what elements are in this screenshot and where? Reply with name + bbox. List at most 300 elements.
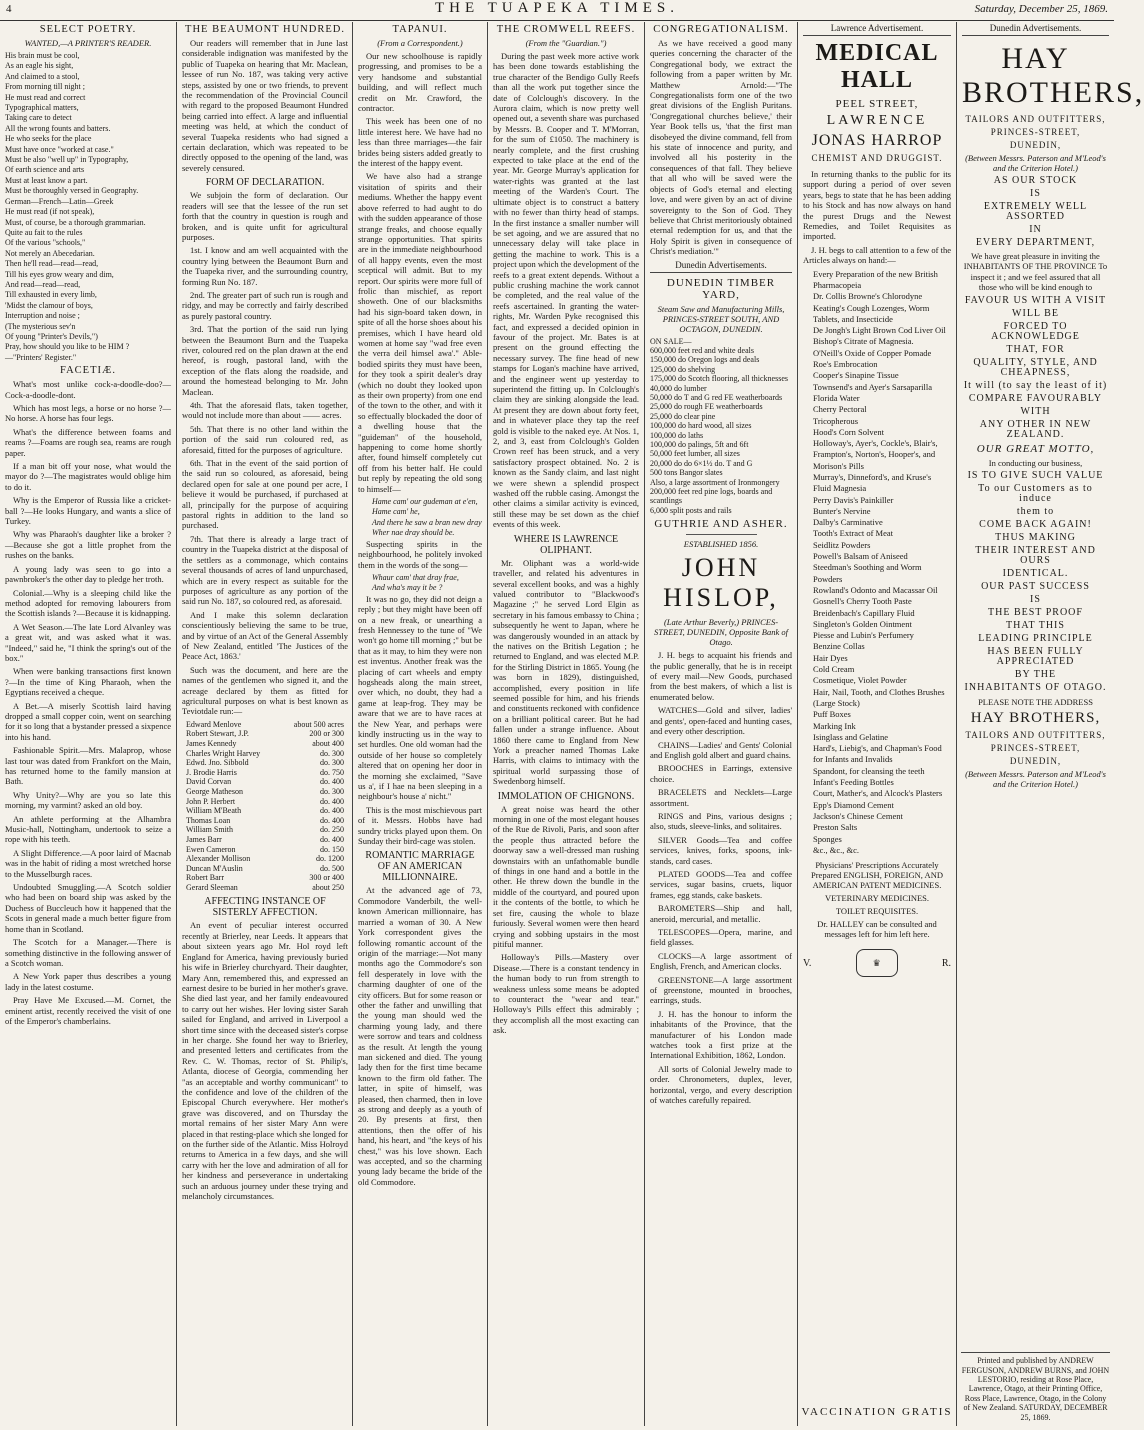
- article-paragraph: We have also had a strange visitation of spirits and their mediums. Whether the happy event above referred to had aught to do with the sudden appearance of those strange freaks, and choose equally strange opportunities. That spirits are in the immediate neighbourhood of all happy events, even the most sceptical will admit. But to my report. Our spirits were more full of frolic than mischief, as report showeth. One of our blacksmiths had his sign-board taken down, in spite of all the horse shoes about his premises, which I have heard old women at home say "wad free even the verra deil himsel awa'." Able-bodied spirits they must have been, for they took a spirit dealer's dray (which no doubt they looked upon as their own property) from one end of the town to the other, and with it so effectually blockaded the door of a dwelling house that the "guideman" of the household, happening to come home shortly after, found himself completely cut off from his better half. He could but reply by repeating the old song to himself—: [358, 171, 482, 494]
- ad-location: (Between Messrs. Paterson and M'Leod's and the Criterion Hotel.): [965, 768, 1106, 789]
- signer-name: William Smith: [186, 825, 234, 835]
- poem-line: Then he'll read—read—read,: [5, 259, 99, 269]
- article-heading: AFFECTING INSTANCE OF SISTERLY AFFECTION.: [204, 896, 326, 919]
- facetiae-item: Colonial.—Why is a sleeping child like the method adopted for removing labourers from the Scottish islands ?—Because it is kidnapping.: [5, 587, 171, 619]
- ad-line: WITH: [1020, 405, 1051, 417]
- medicine-item: Bunter's Nervine: [813, 505, 871, 516]
- poem-line: Must at least know a part.: [5, 175, 88, 185]
- article-paragraph: Suspecting spirits in the neighbourhood, he politely invoked them in the words of the song—: [358, 538, 482, 570]
- ad-line: IN: [1029, 224, 1042, 235]
- ad-title: HAY BROTHERS,: [962, 42, 1144, 109]
- form-heading: FORM OF DECLARATION.: [205, 177, 325, 189]
- signer-row: [182, 883, 348, 893]
- article-paragraph: It was no go, they did not deign a reply ; but they might have been off on a new freak, or unearthing a fresh Hennessey to the tune of "We won't go home till morning ;" but be that as it may, to him they were non est inventus. Another freak was the placing of cart wheels and empty hogsheads along the main street, over which, no doubt, they had a game at leap-frog. They may be aware that we are to have races at the New Year, and perhaps were kindly instructing us in the way to set hurdles. One old woman had the outside of her house so completely altered that on opening her door in the morning she exclaimed, "Save us a', if I hae na been sleeping in a neighbour's house a' nicht.": [358, 593, 482, 802]
- facetiae-item: A Slight Difference.—A poor laird of Macnab was in the habit of riding a most wretched horse to the Musselburgh races.: [5, 847, 171, 879]
- initial-right: R.: [941, 957, 951, 969]
- ad-line: EVERY DEPARTMENT,: [975, 237, 1096, 248]
- medicine-item: Cold Cream: [813, 664, 855, 675]
- ad-firm-name: GUTHRIE AND ASHER.: [654, 518, 788, 531]
- ad-line: Physicians' Prescriptions Accurately Prepared ENGLISH, FOREIGN, AND AMERICAN PATENT MEDICINES.: [811, 860, 943, 891]
- facetiae-item: When were banking transactions first known ?—In the time of King Pharaoh, when the Egyptians received a cheque.: [5, 666, 171, 698]
- ad-line: AS OUR STOCK: [993, 175, 1078, 186]
- poem-line: Quite au fait to the rules: [5, 227, 83, 237]
- poem-line: Of earth science and arts: [5, 165, 85, 175]
- signer-name: Thomas Loan: [186, 815, 231, 825]
- poem-line: Of young "Printer's Devils,"): [5, 331, 98, 341]
- ad-item: BRACELETS and Necklets—Large assortment.: [650, 787, 792, 808]
- signer-acreage: do. 1200: [316, 854, 344, 864]
- ad-line: FAVOUR US WITH A VISIT: [964, 294, 1107, 306]
- poem-line: His brain must be cool,: [5, 51, 80, 60]
- signer-name: Gerard Sleeman: [186, 882, 238, 892]
- facetiae-item: An athlete performing at the Alhambra Music-hall, Nottingham, undertook to seize a rope with his teeth.: [5, 813, 171, 845]
- signer-name: Duncan M'Auslin: [186, 863, 243, 873]
- ad-item: WATCHES—Gold and silver, ladies' and gents', open-faced and hunting cases, and every other description.: [650, 705, 792, 737]
- ad-line: Dr. HALLEY can be consulted and messages left for him left here.: [817, 919, 937, 940]
- article-paragraph: At the advanced age of 73, Commodore Vanderbilt, the well-known American millionnaire, has married a woman of 30. A New York correspondent gives the following romantic account of the origin of the marriage:—Not many months ago the Commodore's son fell desperately in love with the charming daughter of one of the city officers. But for some reason or other the father and unwilling that the young man should wed the charming young lady, and there were sorrow and tears and coldness as the result. At length the young man sickened and died. The young lady then for the first time became known to the firm old father. The latter, in spite of himself, was pleased, then charmed, then in love as strong and deeply as a youth of 20. By presents at first, then attentions, then the offer of his hand, his heart, and "the keys of his chest," was his love shown. Each was accepted, and so the charming young lady became the bride of the old Commodore.: [358, 885, 482, 1187]
- article-paragraph: 6th. That in the event of the said portion of the said run so coloured, as aforesaid, being declared open for sale at one pound per acre, I believe it would be purchased, if purchased at all, principally for the purpose of acquiring pastoral rights in addition to the land so purchased.: [182, 458, 348, 531]
- medicine-item: Dalby's Carminative: [813, 517, 883, 528]
- signer-row: [182, 749, 348, 759]
- article-paragraph: We subjoin the form of declaration. Our readers will see that the lessee of the run set forth that the country in question is rough and broken, and is quite unfit for agricultural purposes.: [182, 190, 348, 242]
- ad-line: IDENTICAL.: [1002, 567, 1069, 579]
- ad-line: LEADING PRINCIPLE: [978, 632, 1093, 644]
- medicine-item: Jackson's Chinese Cement: [813, 810, 903, 821]
- ad-item: PLATED GOODS—Tea and coffee services, sugar basins, cruets, liquor frames, egg stands, cake baskets.: [650, 868, 792, 900]
- column-tapanui: [353, 22, 487, 1426]
- medicine-item: &c., &c., &c.: [813, 844, 860, 855]
- article-paragraph: 1st. I know and am well acquainted with the country lying between the Beaumont Burn and the Tuapeka river, and the surrounding country, forming Run No. 187.: [182, 245, 348, 287]
- ad-item: 40,000 do lumber: [650, 383, 707, 393]
- medicine-item: Preston Salts: [813, 822, 858, 833]
- signer-row: [182, 768, 348, 778]
- signer-acreage: do. 400: [320, 806, 344, 816]
- signer-acreage: do. 400: [320, 834, 344, 844]
- medicine-item: Puff Boxes: [813, 709, 851, 720]
- poem-line: Must be also "well up" in Typography,: [5, 155, 129, 165]
- song-line: And there he saw a bran new dray: [372, 517, 482, 527]
- signer-row: [182, 787, 348, 797]
- signer-acreage: do. 150: [320, 844, 344, 854]
- ad-line: It will (to say the least of it): [963, 379, 1108, 391]
- poem-line: Of the various "schools,": [5, 238, 86, 248]
- ad-line: them to: [1016, 505, 1055, 517]
- signer-acreage: 200 or 300: [309, 729, 344, 739]
- newspaper-title: THE TUAPEKA TIMES.: [434, 0, 680, 16]
- ad-item: 150,000 do Oregon logs and deals: [650, 355, 760, 365]
- medicine-item: Spandont, for cleansing the teeth: [813, 765, 925, 776]
- poem-line: Pray, how should you like to be HIM ?: [5, 342, 130, 352]
- column-poetry: [0, 22, 176, 1426]
- medicine-item: Tooth's Extract of Meat: [813, 528, 894, 539]
- ad-title: DUNEDIN TIMBER YARD,: [666, 276, 776, 301]
- ad-item: ON SALE—: [650, 336, 692, 346]
- signer-acreage: do. 400: [320, 796, 344, 806]
- ad-item: BROOCHES in Earrings, extensive choice.: [650, 763, 792, 784]
- signer-acreage: about 400: [312, 738, 344, 748]
- facetiae-list: [5, 379, 171, 1026]
- medicine-item: Cosmetique, Violet Powder: [813, 675, 907, 686]
- ad-item: RINGS and Pins, various designs ; also, studs, sleeve-links, and solitaires.: [650, 810, 792, 832]
- signer-acreage: do. 400: [320, 777, 344, 787]
- ad-lines: [962, 296, 1109, 440]
- ad-subtitle: Steam Saw and Manufacturing Mills, PRINCES-STREET SOUTH, AND OCTAGON, DUNEDIN.: [657, 303, 785, 334]
- ad-town: DUNEDIN,: [1009, 140, 1062, 150]
- signer-acreage: do. 400: [320, 815, 344, 825]
- ad-paragraph: J. H. has the honour to inform the inhabitants of the Province, that the manufacturer of his London made watches took a first prize at the International Exhibition, 1862, London.: [650, 1008, 792, 1061]
- poem-line: As an eagle his sight,: [5, 61, 74, 71]
- medicine-item: Townsend's and Ayer's Sarsaparilla: [813, 381, 933, 392]
- ad-subtitle: (Late Arthur Beverly,) PRINCES-STREET, DUNEDIN, Opposite Bank of Otago.: [654, 617, 788, 648]
- song-line: Whaur cam' that dray frae,: [372, 572, 459, 582]
- ad-paragraph: We have great pleasure in inviting the INHABITANTS OF THE PROVINCE To inspect it ; and we feel assured that all those who will be kind enough to: [963, 251, 1108, 293]
- ad-item: SILVER Goods—Tea and coffee services, knives, forks, spoons, ink-stands, card cases.: [650, 834, 792, 866]
- article-paragraph: This week has been one of no little interest here. We have had no less than three marriages—the fair brides being sisters added greatly to the interest of the happy event.: [358, 116, 482, 169]
- signer-name: Charles Wright Harvey: [186, 748, 261, 758]
- medicine-item: Hair Dyes: [813, 652, 848, 663]
- signer-name: James Barr: [186, 834, 222, 844]
- signer-acreage: 300 or 400: [309, 873, 344, 883]
- article-paragraph: As we have received a good many queries concerning the character of the Congregational body, we extract the following from a paper written by Mr. Matthew Arnold:—"The Congregationalists form one of the two great divisions of the English Puritans. 'Congregational churches believe,' their Year Book tells us, 'that the first man disobeyed the divine command, fell from his state of innocence and purity, and involved all his posterity in the consequences of that fall. They believe that all who will be saved were the objects of God's eternal and electing love, and were given by an act of divine sovereignty to the Son of God. They believe that Christ meritoriously obtained eternal redemption for us, and that the Holy Spirit is given in consequence of Christ's mediation.'": [650, 38, 792, 257]
- ad-item: 500 tons Bangor slates: [650, 468, 723, 478]
- medicine-item: Murray's, Dinneford's, and Kruse's Fluid Magnesia: [813, 472, 932, 494]
- ad-line: BY THE: [1014, 668, 1057, 680]
- facetiae-item: A Bet.—A miserly Scottish laird having dropped a small copper coin, went on searching for it so long that a bystander pressed a sixpence into his hand.: [5, 700, 171, 742]
- ad-item: GREENSTONE—A large assortment of greenstone, mounted in brooches, earrings, studs.: [650, 974, 792, 1006]
- ad-lines: [962, 176, 1109, 248]
- ad-item: 6,000 split posts and rails: [650, 505, 732, 515]
- article-subheading: (From the "Guardian."): [525, 38, 607, 48]
- medicine-item: Holloway's, Ayer's, Cockle's, Blair's, Frampton's, Norton's, Hooper's, and Morison's Pills: [813, 438, 938, 471]
- ad-lines: [962, 471, 1109, 693]
- ad-town: LAWRENCE: [826, 113, 928, 128]
- facetiae-item: Which has most legs, a horse or no horse ?—No horse. A horse has four legs.: [5, 403, 171, 424]
- ad-title: JOHN HISLOP,: [663, 553, 779, 613]
- ad-item-list: [650, 705, 792, 1006]
- medicine-item: Isinglass and Gelatine: [813, 731, 889, 742]
- article-heading: THE CROMWELL REEFS.: [496, 24, 636, 35]
- facetiae-item: If a man bit off your nose, what would the mayor do ?—The magistrates would oblige him to do it.: [5, 461, 171, 492]
- poem-line: Till exhausted in every limb,: [5, 290, 97, 300]
- ad-section-heading: Dunedin Advertisements.: [962, 23, 1109, 36]
- ad-line: FORCED TO ACKNOWLEDGE: [991, 320, 1080, 342]
- signer-row: [182, 777, 348, 787]
- article-heading: CONGREGATIONALISM.: [653, 24, 789, 35]
- signer-acreage: about 250: [312, 882, 344, 892]
- article-paragraph: Our readers will remember that in June last considerable indignation was manifested by the public of Tuapeka on hearing that Mr. Maclean, lessee of run No. 187, was taking very active steps, assisted by one or two friends, to prevent the recommendation of the Provincial Council with regard to the proposed Beaumont Hundred being carried into effect. A large and influential meeting was held, at which the conduct of several Tuapeka residents who had signed a certain declaration, which was repeated to be directly opposed to the opening of the land, was severely censured.: [182, 38, 348, 173]
- medicine-item: Perry Davis's Painkiller: [813, 494, 894, 505]
- medicine-item: Hood's Corn Solvent: [813, 426, 884, 437]
- ad-paragraph: In returning thanks to the public for its support during a period of over seven years, begs to state that he has been adding to his Stock and has now always on hand the purest Drugs and the Newest Remedies, and Toilet Requisites as imported.: [803, 169, 951, 242]
- facetiae-item: The Scotch for a Manager.—There is something distinctive in the following answer of a Scotch woman.: [5, 937, 171, 968]
- ad-title: HAY BROTHERS,: [970, 709, 1101, 726]
- ad-line: TOILET REQUISITES.: [835, 906, 919, 917]
- facetiae-item: A Wet Season.—The late Lord Alvanley was a great wit, and was asked what it was. "Indeed," said he, "I think the spring's out of the box.": [5, 621, 171, 663]
- ad-line: THEIR INTEREST AND OURS: [975, 544, 1096, 566]
- signer-name: William M'Beath: [186, 806, 242, 816]
- article-paragraph: 3rd. That the portion of the said run lying between the Beaumont Burn and the Tuapeka river, coloured red on the plan drawn at the end hereof, is rough, pastoral land, with the exception of the flats along the roadside, and around the homestead belonging to Mr. John Maclean.: [182, 324, 348, 397]
- signer-row: [182, 864, 348, 874]
- signer-acreage: do. 500: [320, 863, 344, 873]
- signer-row: [182, 720, 348, 730]
- article-paragraph: 2nd. The greater part of such run is rough and ridgy, and may be correctly and fairly described as purely pastoral country.: [182, 289, 348, 321]
- signer-row: [182, 873, 348, 883]
- ad-line: COME BACK AGAIN!: [979, 518, 1092, 530]
- ad-line: IS: [1030, 188, 1041, 199]
- ad-street: PEEL STREET,: [835, 98, 919, 110]
- article-paragraph: Such was the document, and here are the names of the gentlemen who signed it, and the acreage declared by them as fitted for agricultural purposes on what is best known as Teviotdale run:—: [182, 664, 348, 717]
- article-paragraph: And I make this solemn declaration conscientiously believing the same to be true, and by virtue of an Act of the General Assembly of New Zealand, entitled 'The Justices of the Peace Act, 1863.': [182, 609, 348, 662]
- ad-line: EXTREMELY WELL ASSORTED: [983, 201, 1088, 222]
- ad-trade: CHEMIST AND DRUGGIST.: [811, 153, 943, 163]
- medicine-item: Every Preparation of the new British Pharmacopeia: [813, 268, 938, 290]
- medicine-item: Benzine Collas: [813, 641, 865, 652]
- column-hay-brothers: [957, 22, 1144, 1426]
- ad-line: INHABITANTS OF OTAGO.: [964, 681, 1107, 693]
- signer-name: Edward Menlove: [186, 719, 242, 729]
- medicine-item: Tricopherous: [813, 415, 859, 426]
- article-paragraph: During the past week more active work has been done towards establishing the true character of the Bendigo Gully Reefs than all the work put together since the date of Colclough's discovery. In the Aurora claim, which is now pretty well opened out, a seventh share was purchased by Messrs. B. Cooper and T. M'Morran, for the sum of £1050. The machinery is nearly complete, and the first crushing expected to take place at the end of the year. Mr. George Murray's application for water-rights was granted at the last meeting of the Warden's Court. The ultimate object is to construct a battery with no fewer than thirty head of stamps. In the first instance a smaller number will be set agoing, and we are assured that no unnecessary delay will take place in getting the machine to work. This is a project upon which the development of the reefs to a great extent depends. Without a public crushing machine the work cannot be completed, and the real value of the reefs ascertained. In granting the water-rights, Mr. Warden Pyke recognised this fact, and expressed a decided opinion in favour of the project. Mr. Bates is at present on the ground effecting the necessary survey. The fine head of new stamps for Logan's machine have arrived, and the engineer went up yesterday to superintend the fitting up. In Colclough's claim they are sinking alongside the lead. At present they are down about forty feet, and in whatever place they tap the reef gold is visible to the naked eye. At Nos. 1, 2, and 3, east from Colclough's Golden Crown reef has been struck, and a very satisfactory prospect obtained. No. 2 is known as the Sandy claim, and last night we were shewn a splendid prospect washed off the rubble casing. Amongst the other claims a similar activity is evinced, still these may be set down as the chief events of this week.: [493, 51, 639, 530]
- facetiae-item: What's most unlike cock-a-doodle-doo?—Cock-a-doodle-dont.: [5, 379, 171, 400]
- article-body: [182, 38, 348, 717]
- medicine-item: Cherry Pectoral: [813, 404, 867, 415]
- ad-line: IS TO GIVE SUCH VALUE: [967, 469, 1104, 481]
- ad-item: TELESCOPES—Opera, marine, and field glasses.: [650, 927, 792, 948]
- poem-line: Must, of course, be a thorough grammarian.: [5, 217, 146, 227]
- poem-line: Till his eyes grow weary and dim,: [5, 269, 114, 279]
- medicine-item: Sponges: [813, 833, 842, 844]
- medicine-item: Cooper's Sinapine Tissue: [813, 370, 899, 381]
- poem-line: He must read (if not speak),: [5, 207, 95, 217]
- masthead: [0, 0, 1114, 21]
- ad-street: PRINCES-STREET,: [990, 742, 1081, 753]
- medicine-item: Infant's Feeding Bottles: [813, 777, 894, 788]
- medicine-item: Rowland's Odonto and Macassar Oil: [813, 584, 938, 595]
- royal-crest-icon: ♛: [856, 949, 898, 977]
- signer-name: Edwd. Jno. Sibbold: [186, 758, 249, 768]
- poem-line: —"Printers' Register.": [5, 352, 77, 362]
- poem-line: All the wrong founts and batters.: [5, 123, 111, 133]
- divider: [686, 534, 757, 535]
- ad-line: THAT THIS: [1006, 619, 1065, 631]
- ad-item: 100,000 do hard wood, all sizes: [650, 421, 752, 431]
- medicine-item: Dr. Collis Browne's Chlorodyne: [813, 291, 923, 302]
- article-subheading: (From a Correspondent.): [377, 38, 463, 48]
- signer-acreage: about 500 acres: [293, 719, 344, 729]
- article-heading: ROMANTIC MARRIAGE OF AN AMERICAN MILLIONNAIRE.: [365, 850, 475, 884]
- facetiae-item: Undoubted Smuggling.—A Scotch soldier who had been on board ship was asked by the Duchess of Buccleuch how it happened that the Scots in general made a much better figure from home than in Scotland.: [5, 882, 171, 934]
- poem-line: Typographical matters,: [5, 103, 79, 113]
- ad-item: 100,000 do laths: [650, 430, 704, 440]
- poem-line: Not merely an Abecedarian.: [5, 248, 95, 258]
- ad-line: COMPARE FAVOURABLY: [968, 392, 1103, 404]
- ad-item: Also, a large assortment of Ironmongery: [650, 477, 780, 487]
- imprint: Printed and published by ANDREW FERGUSON, ANDREW BURNS, and JOHN LESTORIO, residing at Rose Place, Lawrence, Otago, at their Printing Office, Ross Place, Lawrence, Otago, in the Colony of New Zealand. SATURDAY, DECEMBER 25, 1869.: [961, 1352, 1110, 1422]
- signer-row: [182, 835, 348, 845]
- song-line: Hame cam' our gudeman at e'en,: [372, 497, 478, 507]
- facetiae-item: Fashionable Spirit.—Mrs. Malaprop, whose last tour was dated from Frankfort on the Main, has returned home to the family mansion at Bath.: [5, 745, 171, 787]
- article-heading: IMMOLATION OF CHIGNONS.: [497, 790, 635, 802]
- signer-name: George Matheson: [186, 786, 243, 796]
- issue-date: Saturday, December 25, 1869.: [974, 3, 1108, 15]
- ad-line: In conducting our business,: [988, 457, 1083, 468]
- signer-name: James Kennedy: [186, 738, 237, 748]
- article-paragraph: 5th. That there is no other land within the portion of the said run coloured red, as aforesaid, fitted for the purposes of agriculture.: [182, 423, 348, 455]
- signer-row: [182, 797, 348, 807]
- ad-motto: OUR GREAT MOTTO,: [976, 442, 1095, 455]
- ad-line: THUS MAKING: [995, 531, 1076, 543]
- article-paragraph: 7th. That there is already a large tract of country in the Tuapeka district at the disposal of the settlers as a commonage, which contains several thousands of acres of land unpurchased, which are in every respect as suitable for the purposes of agriculture as any portion of the said run No. 187, so coloured red, as aforesaid.: [182, 533, 348, 607]
- medicine-item: Bishop's Citrate of Magnesia.: [813, 336, 914, 347]
- article-heading: WHERE IS LAWRENCE OLIPHANT.: [513, 533, 619, 556]
- column-congregationalism: [645, 22, 797, 1426]
- vaccination-notice: VACCINATION GRATIS: [801, 1406, 953, 1418]
- ad-item: 50,000 feet lumber, all sizes: [650, 449, 740, 459]
- signer-row: [182, 816, 348, 826]
- ad-item: 100,000 do palings, 5ft and 6ft: [650, 440, 749, 449]
- signer-row: [182, 845, 348, 855]
- royal-arms-row: [803, 943, 951, 983]
- ad-section-heading: Dunedin Advertisements.: [650, 260, 792, 273]
- signer-name: J. Brodie Harris: [186, 767, 237, 777]
- signers-table: [182, 720, 348, 893]
- ad-line: To our Customers as to induce: [978, 482, 1093, 504]
- article-paragraph: 4th. That the aforesaid flats, taken together, would not include more than about —— acres.: [182, 400, 348, 421]
- signer-name: Robert Barr: [186, 873, 224, 883]
- poem-line: And read—read—read,: [5, 279, 81, 289]
- article-paragraph: An event of peculiar interest occurred recently at Brierley, near Leeds. It appears that about sixteen years ago Mr. Hol royd left England for America, having previously buried his wife in Brierley churchyard. Their daughter, Mary Ann, remembered this, and expressed an earnest desire to be buried in her mother's grave. She died last year, and her family endeavoured to carry out her wishes. Her loving sister Sarah sailed for England, and arrived in Liverpool a short time since with the deceased sister's corpse in her charge. She found her way to Brierley, and presented letters and certificates from the Rev. C. W. Thomas, rector of St. Philip's, Atlanta, diocese of Georgia, commending her "as an acceptable and worthy communicant" to the confidence and love of the children of the Episcopal Church everywhere. Her mother's grave was discovered, and on Thursday the mortal remains of her sister Mary Ann were placed in that resting-place which she longed for on the further side of the Atlantic. Miss Holroyd returns to America in a few days, and she will carry with her the love and admiration of all for her kindness and perseverance in undertaking such an arduous journey under these trying and melancholy circumstances.: [182, 920, 348, 1202]
- signer-row: [182, 739, 348, 749]
- ad-item: CLOCKS—A large assortment of English, French, and American clocks.: [650, 950, 792, 972]
- article-heading: THE BEAUMONT HUNDRED.: [185, 24, 345, 35]
- signer-row: [182, 729, 348, 739]
- ad-established: ESTABLISHED 1856.: [683, 539, 759, 550]
- section-heading: FACETIÆ.: [60, 365, 116, 377]
- medicine-item: Hard's, Liebig's, and Chapman's Food for Infants and Invalids: [813, 743, 942, 765]
- poem-body: [5, 51, 171, 363]
- article-paragraph: This is the most mischievous part of it. Messrs. Hobbs have had sundry tricks played upon them. On Sunday their bird-cage was stolen.: [358, 804, 482, 847]
- signer-row: [182, 854, 348, 864]
- section-heading: SELECT POETRY.: [39, 24, 137, 35]
- medicine-item: De Jongh's Light Brown Cod Liver Oil: [813, 325, 946, 336]
- article-paragraph: Our new schoolhouse is rapidly progressing, and promises to be a very handsome and substantial building, and will reflect much credit on Mr. Crawford, the contractor.: [358, 51, 482, 114]
- signer-name: Alexander Mollison: [186, 854, 251, 864]
- ad-item: CHAINS—Ladies' and Gents' Colonial and English gold albert and guard chains.: [650, 739, 792, 760]
- ad-line: OUR PAST SUCCESS: [981, 580, 1090, 592]
- signer-row: [182, 806, 348, 816]
- column-cromwell: [488, 22, 644, 1426]
- signer-acreage: do. 300: [320, 758, 344, 768]
- medicine-item: Roe's Embrocation: [813, 359, 878, 370]
- poem-line: He must read and correct: [5, 92, 86, 102]
- poem-line: Interruption and noise ;: [5, 311, 80, 321]
- ad-item: 50,000 do T and G red FE weatherboards: [650, 392, 783, 402]
- article-paragraph: Mr. Oliphant was a world-wide traveller, and related his adventures in several excellent books, and was a highly valued contributor to "Blackwood's Magazine ;" he served Lord Elgin as secretary in his famous embassy to China ; subsequently he went to Japan, where he was dangerously wounded in an attack by the natives on the British Legation ; he returned to England, and was elected M.P. for the Stirling District in 1865. Young (he was born in 1829), distinguished, accomplished, every position in life seemed possible for him, and his friends and constituents reckoned with confidence on a brilliant political career. But he had fallen under a strange influence. About 1860 there came to England from New York a preacher named Thomas Lake Harris, with claims to intimacy with the spiritual world surpassing those of Swedenborg himself.: [493, 557, 639, 787]
- song-line: Hame cam' he,: [372, 507, 420, 517]
- ad-line: QUALITY, STYLE, AND CHEAPNESS,: [973, 356, 1098, 378]
- ad-proprietor: JONAS HARROP: [811, 132, 943, 149]
- facetiae-item: Why is the Emperor of Russia like a cricket-ball ?—He looks Hungary, and wants a slice of Turkey.: [5, 495, 171, 527]
- ad-line: THAT, FOR: [1006, 343, 1065, 355]
- signer-acreage: do. 300: [320, 748, 344, 758]
- ad-item: BAROMETERS—Ship and hall, aneroid, mercurial, and metallic.: [650, 903, 792, 924]
- facetiae-item: Pray Have Me Excused.—M. Cornet, the eminent artist, recently received the visit of one of the Emperor's chamberlains.: [5, 995, 171, 1026]
- ad-paragraph: All sorts of Colonial Jewelry made to order. Chronometers, duplex, lever, horizontal, vergo, and every description of watches carefully repaired.: [650, 1063, 792, 1106]
- ad-line: THE BEST PROOF: [988, 606, 1083, 618]
- medicine-item: Florida Water: [813, 392, 860, 403]
- poem-line: Taking care to detect: [5, 113, 72, 123]
- poem-line: And claimed to a stool,: [5, 71, 80, 81]
- poem-line: 'Midst the clamour of boys,: [5, 300, 93, 310]
- medicine-item: Piesse and Lubin's Perfumery: [813, 630, 914, 641]
- ad-line: HAS BEEN FULLY APPRECIATED: [987, 645, 1084, 667]
- poem-line: Must have once "worked at case.": [5, 144, 114, 154]
- ad-line: IS: [1030, 593, 1041, 605]
- ad-paragraph: J. H. begs to call attention to a few of the Articles always on hand:—: [803, 244, 951, 266]
- article-paragraph: A great noise was heard the other morning in one of the most elegant houses of the Rue de Rivoli, Paris, and soon after the people thus attracted before the doorway saw a well-dressed man rushing downstairs with an unfathomable bundle of things in one hand and a bottle in the other. He threw down the bundle in the middle of the courtyard, and poured upon it the contents of the bottle, to which he set fire, causing the whole to blaze furiously. Several women were then heard crying and sobbing upstairs in the most pitiful manner.: [493, 803, 639, 949]
- facetiae-item: Why was Pharaoh's daughter like a broker ?—Because she got a little prophet from the rushes on the banks.: [5, 529, 171, 561]
- poem-line: He who seeks for the place: [5, 134, 92, 144]
- ad-paragraph: J. H. begs to acquaint his friends and the public generally, that he is in receipt of every mail—New Goods, purchased from the best makers, of which a list is enumerated below.: [650, 650, 792, 702]
- signer-acreage: do. 300: [320, 786, 344, 796]
- signer-acreage: do. 250: [320, 825, 344, 835]
- medicine-item: Powell's Balsam of Aniseed: [813, 551, 908, 562]
- song-line: Wher nae dray should be.: [372, 528, 455, 538]
- column-beaumont: [177, 22, 353, 1426]
- signer-acreage: do. 750: [320, 767, 344, 777]
- ad-line: VETERINARY MEDICINES.: [824, 893, 930, 904]
- medicine-item: Keating's Cough Lozenges, Worm Tablets, and Insecticide: [813, 302, 930, 324]
- ad-address-note: PLEASE NOTE THE ADDRESS: [978, 696, 1093, 707]
- ad-item-list: [650, 337, 792, 516]
- ad-item: 125,000 do shelving: [650, 364, 716, 374]
- ad-line: WILL BE: [1012, 307, 1059, 319]
- article-body: [358, 51, 482, 846]
- facetiae-item: Why Unity?—Why are you so late this morning, my varmint? asked an old boy.: [5, 789, 171, 811]
- ad-item: 20,000 do do 6×1½ do. T and G: [650, 458, 753, 468]
- initial-left: V.: [803, 957, 812, 969]
- medicine-item: Marking Ink: [813, 720, 856, 731]
- column-medical-hall: [798, 22, 956, 1426]
- ad-item: 25,000 do clear pine: [650, 411, 716, 421]
- medicine-item: Steedman's Soothing and Worm Powders: [813, 562, 922, 584]
- medicine-item: Breidenbach's Capillary Fluid: [813, 607, 915, 618]
- ad-section-heading: Lawrence Advertisement.: [803, 23, 951, 36]
- poem-line: From morning till night ;: [5, 82, 86, 92]
- advert-paragraph: Holloway's Pills.—Mastery over Disease.—There is a constant tendency in the human body to run from strength to weakness unless some means be adopted to counteract the "wear and tear." Holloway's Pills effect this admirably ; they accomplish all the most exacting can ask.: [493, 952, 639, 1036]
- facetiae-item: What's the difference between foams and reams ?—Foams are rough sea, reams are rough paper.: [5, 426, 171, 458]
- signer-row: [182, 758, 348, 768]
- ad-item: 600,000 feet red and white deals: [650, 345, 754, 355]
- ad-town: DUNEDIN,: [1009, 755, 1062, 766]
- ad-trade: TAILORS AND OUTFITTERS,: [965, 729, 1106, 740]
- medicine-item: Gosnell's Cherry Tooth Paste: [813, 596, 912, 607]
- song-line: And wha's may it be ?: [372, 583, 443, 593]
- signer-name: Ewen Cameron: [186, 844, 236, 854]
- signer-row: [182, 825, 348, 835]
- page-number: 4: [6, 3, 12, 15]
- ad-item: 25,000 do rough FE weatherboards: [650, 402, 763, 412]
- facetiae-item: A young lady was seen to go into a pawnbroker's the other day to pledge her troth.: [5, 563, 171, 585]
- article-heading: TAPANUI.: [392, 24, 448, 35]
- facetiae-item: A New York paper thus describes a young lady in the latest costume.: [5, 971, 171, 992]
- ad-trade: TAILORS AND OUTFITTERS,: [965, 114, 1106, 124]
- poem-line: Must be thoroughly versed in Geography.: [5, 186, 139, 196]
- signer-name: John P. Herbert: [186, 796, 236, 806]
- ad-item: 200,000 feet red pine logs, boards and scantlings: [650, 487, 773, 506]
- poem-line: German—French—Latin—Greek: [5, 196, 114, 206]
- ad-title: MEDICAL HALL: [815, 40, 939, 93]
